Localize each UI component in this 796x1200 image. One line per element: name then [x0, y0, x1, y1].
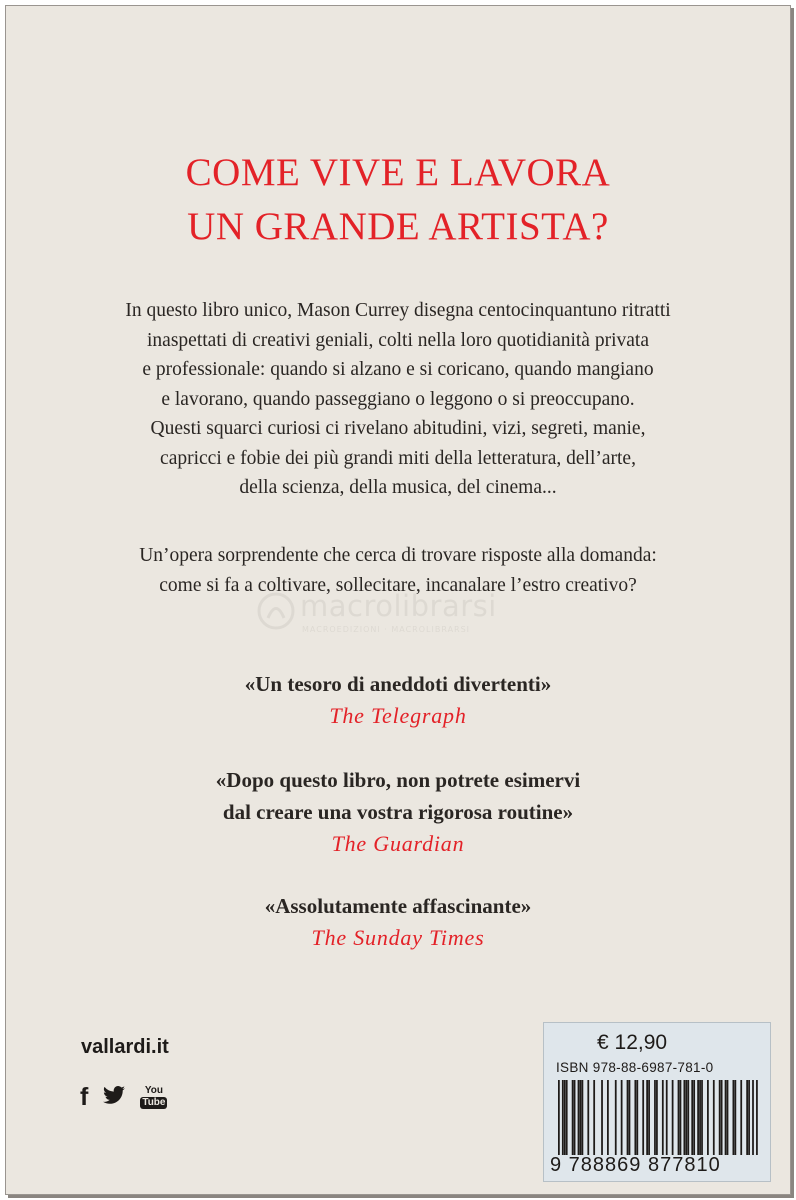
youtube-icon[interactable]	[140, 1086, 167, 1109]
youtube-you-label: You	[144, 1084, 163, 1096]
barcode-bar	[607, 1080, 609, 1155]
barcode-bar	[691, 1080, 693, 1155]
facebook-icon[interactable]: f	[80, 1082, 89, 1111]
barcode-bar	[727, 1080, 729, 1155]
barcode-bar	[725, 1080, 727, 1155]
blurb-line: come si fa a coltivare, sollecitare, incanalare l’estro creativo?	[159, 574, 637, 596]
barcode-bar	[615, 1080, 617, 1155]
youtube-tube-label: Tube	[142, 1096, 166, 1108]
blurb-paragraph-1	[46, 296, 750, 503]
quote-source: The Sunday Times	[311, 925, 485, 950]
barcode-bar	[601, 1080, 603, 1155]
barcode-bar	[580, 1080, 582, 1155]
book-back-cover	[5, 5, 791, 1195]
barcode-bar	[629, 1080, 631, 1155]
price-label: € 12,90	[597, 1031, 668, 1054]
barcode-bar	[627, 1080, 629, 1155]
watermark	[256, 589, 576, 641]
barcode-bar	[680, 1080, 682, 1155]
blurb-line: della scienza, della musica, del cinema...	[239, 477, 557, 498]
barcode-bar	[687, 1080, 689, 1155]
quote-text: «Assolutamente affascinante»	[264, 894, 532, 918]
barcode-bar	[734, 1080, 736, 1155]
headline	[6, 146, 790, 254]
barcode-bar	[699, 1080, 701, 1155]
barcode-bar	[693, 1080, 695, 1155]
blurb-line: inaspettati di creativi geniali, colti nella loro quotidianità privata	[147, 329, 649, 351]
price-barcode-sticker	[543, 1022, 771, 1182]
barcode-bar	[634, 1080, 636, 1155]
watermark-logo-icon	[256, 591, 296, 631]
blurb-line: e professionale: quando si alzano e si coricano, quando mangiano	[142, 359, 654, 380]
headline-line-2: UN GRANDE ARTISTA?	[187, 205, 609, 248]
barcode-bar	[721, 1080, 723, 1155]
barcode-bar	[636, 1080, 638, 1155]
barcode-bar	[707, 1080, 709, 1155]
barcode-bar	[672, 1080, 674, 1155]
blurb-line: Un’opera sorprendente che cerca di trovare risposte alla domanda:	[139, 545, 657, 566]
barcode-bar	[646, 1080, 648, 1155]
barcode-bar	[752, 1080, 754, 1155]
barcode-bar	[578, 1080, 580, 1155]
barcode-bar	[746, 1080, 748, 1155]
barcode-bar	[748, 1080, 750, 1155]
barcode-bar	[572, 1080, 574, 1155]
blurb-line: e lavorano, quando passeggiano o leggono o si preoccupano.	[161, 388, 635, 410]
barcode-bar	[713, 1080, 715, 1155]
barcode-bar	[683, 1080, 685, 1155]
barcode-bar	[662, 1080, 664, 1155]
barcode	[558, 1080, 758, 1155]
barcode-bar	[733, 1080, 735, 1155]
barcode-bar	[621, 1080, 623, 1155]
watermark-subtext: MACROEDIZIONI · MACROLIBRARSI	[302, 625, 471, 634]
publisher-website[interactable]: vallardi.it	[81, 1036, 169, 1058]
barcode-bar	[685, 1080, 687, 1155]
quote-text: dal creare una vostra rigorosa routine»	[222, 800, 574, 824]
barcode-bar	[562, 1080, 564, 1155]
barcode-bar	[697, 1080, 699, 1155]
blurb-line: Questi squarci curiosi ci rivelano abitudini, vizi, segreti, manie,	[150, 418, 646, 439]
barcode-bar	[564, 1080, 566, 1155]
barcode-bar	[740, 1080, 742, 1155]
barcode-bar	[666, 1080, 668, 1155]
quote-sunday-times	[6, 890, 790, 954]
barcode-bar	[648, 1080, 650, 1155]
barcode-bar	[566, 1080, 568, 1155]
barcode-digits: 9 788869 877810	[550, 1154, 721, 1176]
isbn-label: ISBN 978-88-6987-781-0	[556, 1060, 714, 1075]
barcode-bar	[678, 1080, 680, 1155]
barcode-bar	[587, 1080, 589, 1155]
quote-source: The Guardian	[331, 831, 465, 856]
barcode-bar	[593, 1080, 595, 1155]
barcode-bar	[656, 1080, 658, 1155]
quote-telegraph	[6, 668, 790, 732]
blurb-line: capricci e fobie dei più grandi miti della letteratura, dell’arte,	[160, 447, 636, 469]
barcode-bar	[654, 1080, 656, 1155]
watermark-text: macrolibrarsi	[300, 589, 497, 623]
barcode-bar	[642, 1080, 644, 1155]
social-links	[80, 1083, 167, 1111]
quote-source: The Telegraph	[329, 703, 467, 728]
barcode-bar	[558, 1080, 560, 1155]
headline-line-1: COME VIVE E LAVORA	[185, 151, 611, 194]
barcode-bar	[582, 1080, 584, 1155]
quote-text: «Un tesoro di aneddoti divertenti»	[244, 672, 552, 696]
barcode-bar	[701, 1080, 703, 1155]
quote-guardian	[6, 764, 790, 860]
barcode-bar	[756, 1080, 758, 1155]
twitter-icon[interactable]	[102, 1085, 126, 1110]
barcode-bar	[574, 1080, 576, 1155]
quote-text: «Dopo questo libro, non potrete esimervi	[215, 768, 581, 792]
barcode-bar	[719, 1080, 721, 1155]
blurb-line: In questo libro unico, Mason Currey disegna centocinquantuno ritratti	[125, 300, 671, 321]
